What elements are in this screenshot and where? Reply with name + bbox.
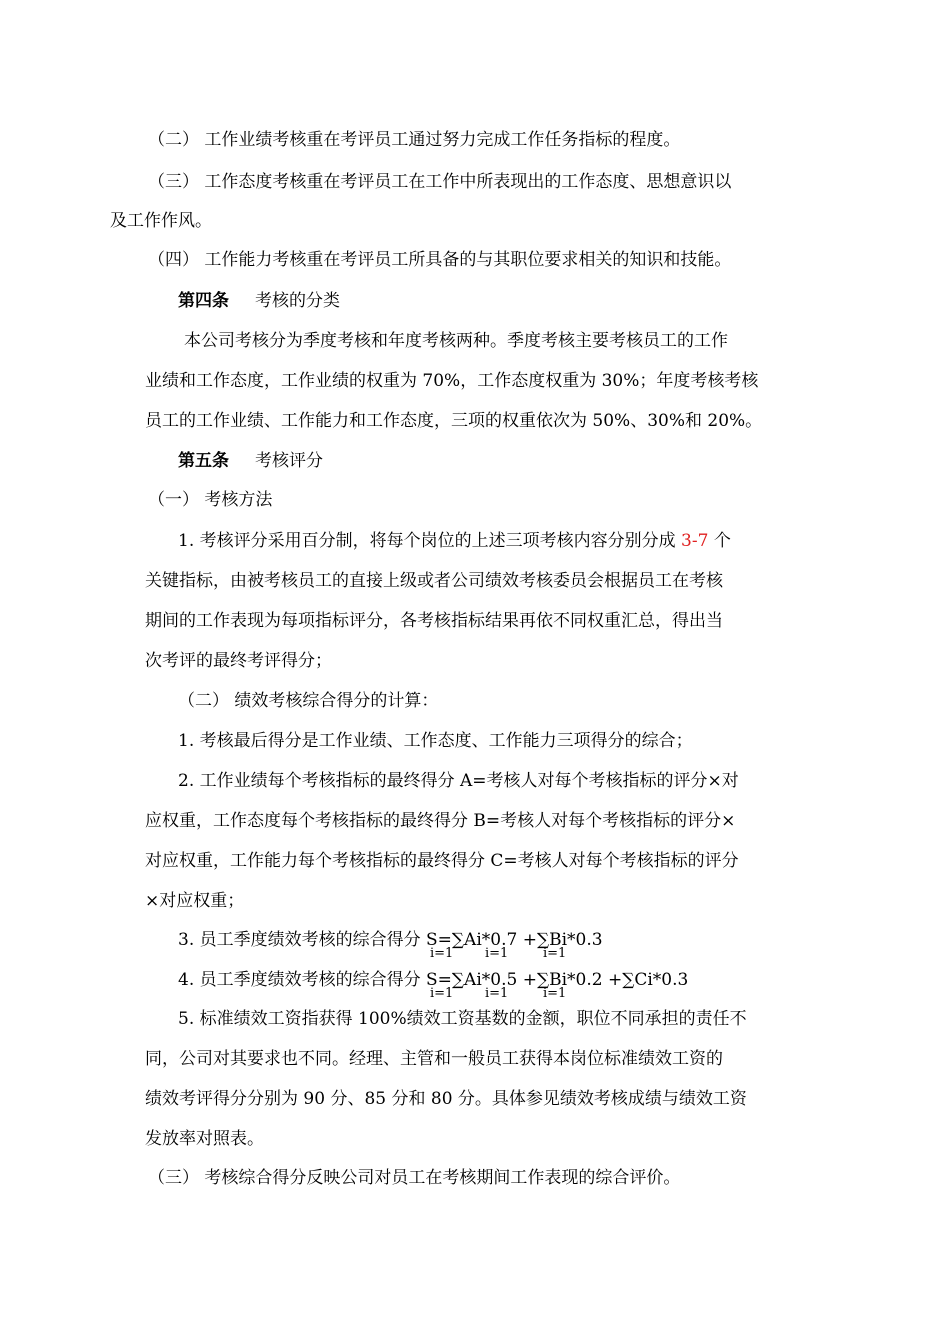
- paragraph-line: ×对应权重；: [145, 891, 245, 911]
- paragraph-line: [178, 529, 731, 553]
- section-heading: （一） 考核方法: [148, 490, 273, 510]
- formula-subscript: i=1: [543, 946, 567, 961]
- article-4-heading: [178, 289, 340, 313]
- paragraph-line: （三） 工作态度考核重在考评员工在工作中所表现出的工作态度、思想意识以: [148, 172, 732, 192]
- paragraph-line: （三） 考核综合得分反映公司对员工在考核期间工作表现的综合评价。: [148, 1168, 681, 1188]
- formula-subscript: i=1: [543, 986, 567, 1001]
- paragraph-line: 期间的工作表现为每项指标评分，各考核指标结果再依不同权重汇总，得出当: [145, 611, 723, 631]
- paragraph-line: 次考评的最终考评得分；: [145, 651, 332, 671]
- article-number: 第四条: [178, 291, 229, 311]
- paragraph-line: 本公司考核分为季度考核和年度考核两种。季度考核主要考核员工的工作: [184, 331, 728, 351]
- paragraph-line: 应权重，工作态度每个考核指标的最终得分 B=考核人对每个考核指标的评分×: [145, 811, 736, 831]
- section-heading: （二） 绩效考核综合得分的计算：: [178, 691, 439, 711]
- formula-subscript: i=1: [430, 986, 454, 1001]
- paragraph-line: 对应权重，工作能力每个考核指标的最终得分 C=考核人对每个考核指标的评分: [145, 851, 739, 871]
- article-title: 考核的分类: [255, 291, 340, 311]
- article-title: 考核评分: [255, 451, 323, 471]
- paragraph-line: 2. 工作业绩每个考核指标的最终得分 A=考核人对每个考核指标的评分×对: [178, 771, 739, 791]
- formula-subscript: i=1: [430, 946, 454, 961]
- line-text: 1. 考核评分采用百分制，将每个岗位的上述三项考核内容分别分成: [178, 531, 682, 551]
- paragraph-line: 员工的工作业绩、工作能力和工作态度，三项的权重依次为 50%、30%和 20%。: [145, 411, 763, 431]
- line-text: 个: [708, 531, 731, 551]
- formula-line: 4. 员工季度绩效考核的综合得分 S=∑Ai*0.5 +∑Bi*0.2 +∑Ci*0.3: [178, 970, 689, 990]
- formula-subscript: i=1: [485, 986, 509, 1001]
- paragraph-line: （二） 工作业绩考核重在考评员工通过努力完成工作任务指标的程度。: [148, 130, 681, 150]
- formula-line: 3. 员工季度绩效考核的综合得分 S=∑Ai*0.7 +∑Bi*0.3: [178, 930, 603, 950]
- article-number: 第五条: [178, 451, 229, 471]
- paragraph-line: 绩效考评得分分别为 90 分、85 分和 80 分。具体参见绩效考核成绩与绩效工资: [145, 1089, 747, 1109]
- highlighted-range: 3-7: [681, 531, 709, 551]
- paragraph-line: 5. 标准绩效工资指获得 100%绩效工资基数的金额，职位不同承担的责任不: [178, 1009, 747, 1029]
- paragraph-line: 1. 考核最后得分是工作业绩、工作态度、工作能力三项得分的综合；: [178, 731, 693, 751]
- formula-subscript: i=1: [485, 946, 509, 961]
- paragraph-line: 同，公司对其要求也不同。经理、主管和一般员工获得本岗位标准绩效工资的: [145, 1049, 723, 1069]
- paragraph-line: 及工作作风。: [110, 211, 212, 231]
- paragraph-line: 关键指标，由被考核员工的直接上级或者公司绩效考核委员会根据员工在考核: [145, 571, 723, 591]
- paragraph-line: 发放率对照表。: [145, 1129, 264, 1149]
- article-5-heading: [178, 449, 323, 473]
- paragraph-line: 业绩和工作态度，工作业绩的权重为 70%，工作态度权重为 30%；年度考核考核: [145, 371, 759, 391]
- paragraph-line: （四） 工作能力考核重在考评员工所具备的与其职位要求相关的知识和技能。: [148, 250, 732, 270]
